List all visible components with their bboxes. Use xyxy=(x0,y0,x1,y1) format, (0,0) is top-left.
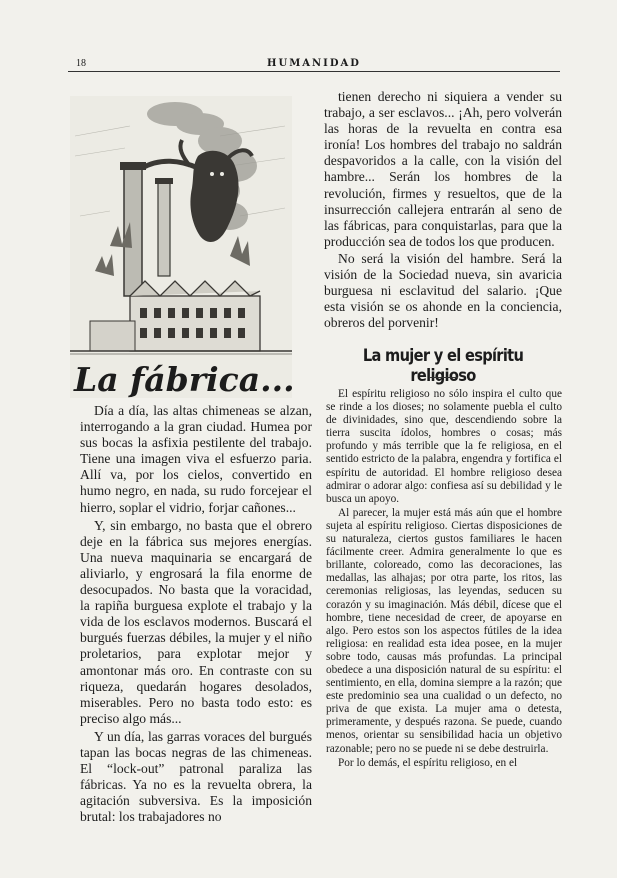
paragraph: tienen derecho ni siquiera a vender su trabajo, a ser esclavos... ¡Ah, pero volverán las horas de la revuelta en contra esa ironía! Los hombres del trabajo no saldrán despavoridos a la calle, con la visión del hambre... Serán los hombres de la revolución, firmes y resueltos, que de la insurrección callejera entrarán al seno de las fábricas, para conquistarlas, para que la producción sea de todos los que producen. xyxy=(324,89,562,249)
paragraph: El espíritu religioso no sólo inspira el culto que se rinde a los dioses; no solamente puebla el culto de divinidades, sino que, descendiendo sobre la tierra suscita ídolos, hombres o cosas; más profundo y más terrible que la fe religiosa, en el sentido estricto de la palabra, engendra y fortifica el espíritu de autoridad. El hombre religioso desea admirar o adorar algo: confiesa así su debilidad y le busca un apoyo. xyxy=(326,388,562,505)
paragraph: Al parecer, la mujer está más aún que el hombre sujeta al espíritu religioso. Ciertas disposiciones de su naturaleza, ciertos gustos familiares le hacen fácilmente creer. Admira generalmente lo que es brillante, coloreado, como las decoraciones, las medallas, las alhajas; por otra parte, los ritos, las ceremonias religiosas, las leyendas, seducen su corazón y su imaginación. Más débil, dícese que el hombre, tiene necesidad de creer, de apoyarse en algo. Pero estos son los aspectos fútiles de la idea religiosa: en realidad esta idea posee, en la mujer sobre todo, causas más profundas. La principal obedece a una disposición natural de su espíritu: el sentimiento, en ella, domina siempre a la razón; que este predominio sea una cualidad o un defecto, no priva de que exista. La mujer ama o detesta, primeramente, y después razona. Se puede, cuando menos, orientar su sensibilidad hacia un objetivo razonable; pero no se puede ni se debe destruirla. xyxy=(326,506,562,755)
illustration-caption: La fábrica... xyxy=(74,360,292,398)
section-body xyxy=(326,388,562,770)
left-column xyxy=(80,403,312,825)
right-column-top xyxy=(324,89,562,331)
paragraph: Y un día, las garras voraces del burgués tapan las bocas negras de las chimeneas. El “lock-out” patronal paraliza las fábricas. Ya no es la revuelta obrera, la agitación subversiva. Es la imposición brutal: los trabajadores no xyxy=(80,728,312,825)
page-header xyxy=(68,58,560,72)
page-number: 18 xyxy=(76,58,86,69)
paragraph: No será la visión del hambre. Será la visión de la Sociedad nueva, sin avaricia burguesa ni esclavitud del salario. ¡Que esta visión se os ahonde en la conciencia, obreros del porvenir! xyxy=(324,250,562,331)
section-title: La mujer y el espíritu religioso xyxy=(362,346,524,386)
section-title-rule xyxy=(430,377,458,378)
paragraph: Por lo demás, el espíritu religioso, en el xyxy=(338,756,518,769)
paragraph: Día a día, las altas chimeneas se alzan, interrogando a la gran ciudad. Humea por sus bocas la asfixia pestilente del trabajo. Tiene una imagen viva el esfuerzo paria. Allí va, por los cielos, convertido en humo negro, en nada, su rudo forcejear el hierro, soplar el vidrio, forjar cañones... xyxy=(80,403,312,515)
magazine-title: HUMANIDAD xyxy=(267,58,361,69)
factory-illustration xyxy=(70,96,292,398)
header-rule xyxy=(68,71,560,72)
paragraph: Y, sin embargo, no basta que el obrero deje en la fábrica sus mejores energías. Una nueva maquinaria se encargará de aliviarlo, y engrosará la fila enorme de desocupados. No basta que la voracidad, la rapiña burguesa explote el trabajo y la vida de los esclavos modernos. Buscará el burgués fuerzas débiles, la mujer y el niño proletarios, para explotar mejor y amontonar más oro. En contraste con su riqueza, quedarán hogares desolados, miserables. Pero no basta todo esto: es preciso algo más... xyxy=(80,517,312,726)
